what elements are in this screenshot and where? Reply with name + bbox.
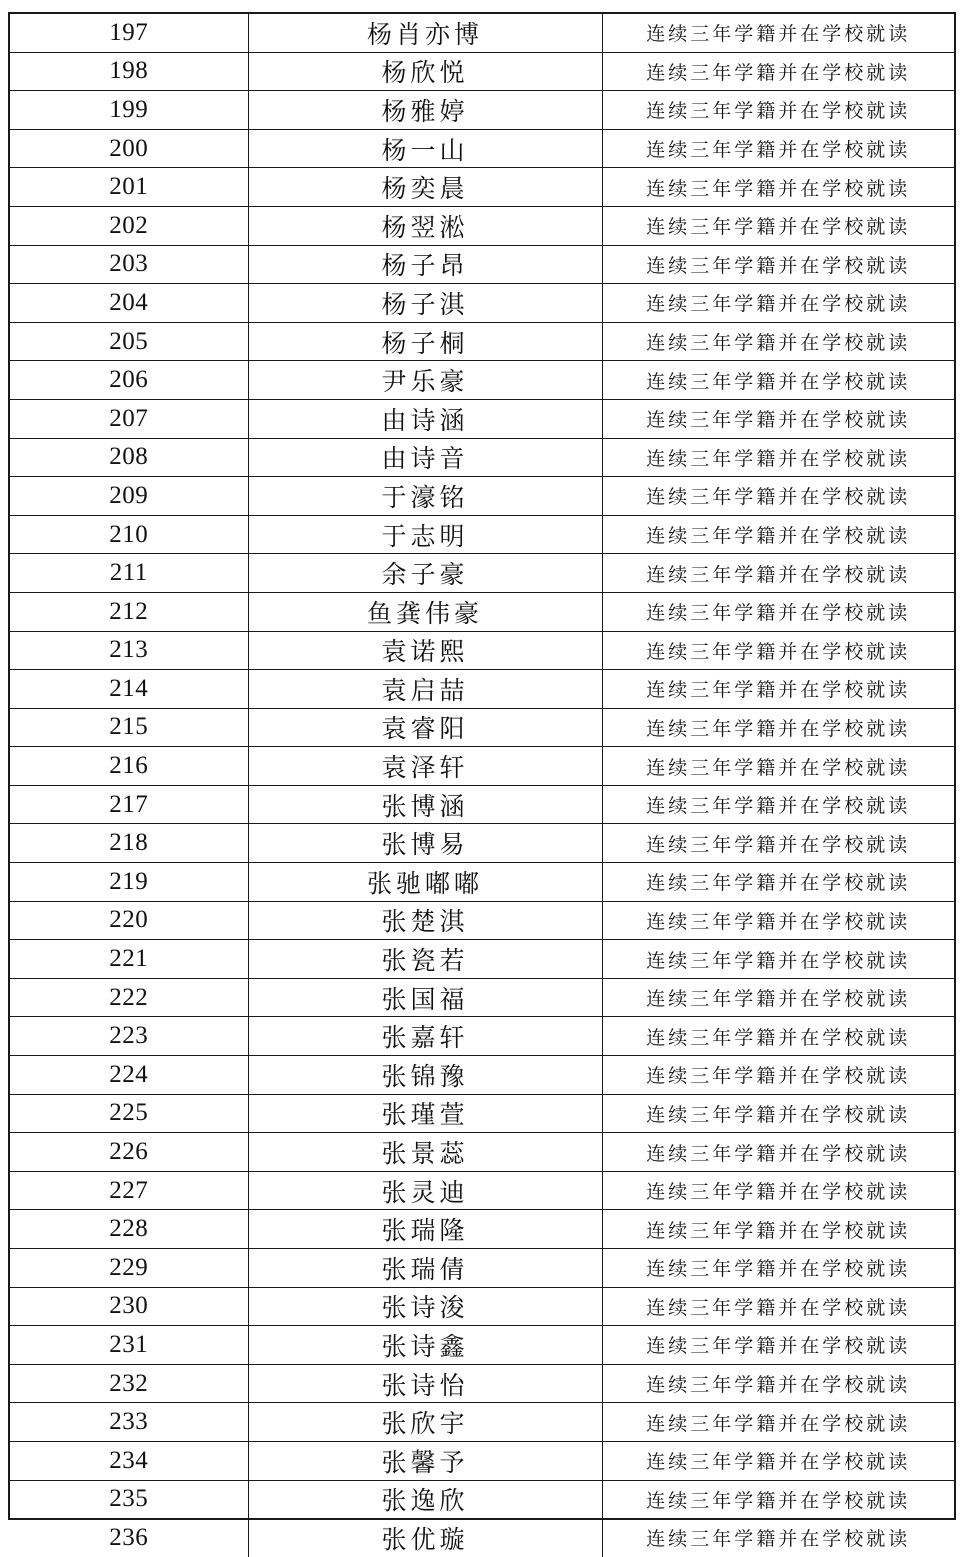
student-name-cell: 张诗鑫 xyxy=(248,1326,602,1365)
table-row xyxy=(10,785,954,824)
enrollment-status-cell: 连续三年学籍并在学校就读 xyxy=(602,206,954,245)
student-name-cell: 袁睿阳 xyxy=(248,708,602,747)
student-name-cell: 张瓷若 xyxy=(248,940,602,979)
student-name-cell: 张瑞倩 xyxy=(248,1249,602,1288)
enrollment-status-cell: 连续三年学籍并在学校就读 xyxy=(602,245,954,284)
row-number-cell: 222 xyxy=(10,978,248,1017)
row-number-cell: 214 xyxy=(10,670,248,709)
row-number-cell: 210 xyxy=(10,515,248,554)
row-number-cell: 203 xyxy=(10,245,248,284)
student-name-cell: 杨子桐 xyxy=(248,322,602,361)
enrollment-status-cell: 连续三年学籍并在学校就读 xyxy=(602,863,954,902)
student-name-cell: 由诗涵 xyxy=(248,399,602,438)
row-number-cell: 218 xyxy=(10,824,248,863)
table-row xyxy=(10,168,954,207)
student-name-cell: 杨雅婷 xyxy=(248,91,602,130)
row-number-cell: 212 xyxy=(10,592,248,631)
student-name-cell: 张优璇 xyxy=(248,1519,602,1557)
table-row xyxy=(10,1326,954,1365)
row-number-cell: 211 xyxy=(10,554,248,593)
enrollment-status-cell: 连续三年学籍并在学校就读 xyxy=(602,1326,954,1365)
enrollment-status-cell: 连续三年学籍并在学校就读 xyxy=(602,1441,954,1480)
enrollment-status-cell: 连续三年学籍并在学校就读 xyxy=(602,1364,954,1403)
enrollment-status-cell: 连续三年学籍并在学校就读 xyxy=(602,1519,954,1557)
row-number-cell: 198 xyxy=(10,52,248,91)
enrollment-status-cell: 连续三年学籍并在学校就读 xyxy=(602,670,954,709)
table-row xyxy=(10,708,954,747)
enrollment-status-cell: 连续三年学籍并在学校就读 xyxy=(602,477,954,516)
row-number-cell: 229 xyxy=(10,1249,248,1288)
row-number-cell: 209 xyxy=(10,477,248,516)
table-row xyxy=(10,1364,954,1403)
enrollment-status-cell: 连续三年学籍并在学校就读 xyxy=(602,91,954,130)
enrollment-status-cell: 连续三年学籍并在学校就读 xyxy=(602,438,954,477)
enrollment-status-cell: 连续三年学籍并在学校就读 xyxy=(602,978,954,1017)
student-name-cell: 余子豪 xyxy=(248,554,602,593)
enrollment-status-cell: 连续三年学籍并在学校就读 xyxy=(602,554,954,593)
enrollment-status-cell: 连续三年学籍并在学校就读 xyxy=(602,901,954,940)
table-row xyxy=(10,477,954,516)
row-number-cell: 205 xyxy=(10,322,248,361)
row-number-cell: 236 xyxy=(10,1519,248,1557)
table-row xyxy=(10,747,954,786)
table-row xyxy=(10,52,954,91)
table-row xyxy=(10,1441,954,1480)
table-row xyxy=(10,1133,954,1172)
student-name-cell: 张馨予 xyxy=(248,1441,602,1480)
enrollment-status-cell: 连续三年学籍并在学校就读 xyxy=(602,708,954,747)
roster-document xyxy=(8,12,956,1554)
row-number-cell: 204 xyxy=(10,284,248,323)
roster-table-body xyxy=(10,14,954,1557)
student-name-cell: 张瑾萱 xyxy=(248,1094,602,1133)
row-number-cell: 227 xyxy=(10,1171,248,1210)
enrollment-status-cell: 连续三年学籍并在学校就读 xyxy=(602,168,954,207)
row-number-cell: 223 xyxy=(10,1017,248,1056)
enrollment-status-cell: 连续三年学籍并在学校就读 xyxy=(602,399,954,438)
table-row xyxy=(10,1056,954,1095)
enrollment-status-cell: 连续三年学籍并在学校就读 xyxy=(602,1480,954,1519)
table-row xyxy=(10,361,954,400)
table-row xyxy=(10,245,954,284)
row-number-cell: 232 xyxy=(10,1364,248,1403)
table-row xyxy=(10,206,954,245)
student-name-cell: 张景蕊 xyxy=(248,1133,602,1172)
table-row xyxy=(10,1171,954,1210)
row-number-cell: 199 xyxy=(10,91,248,130)
student-name-cell: 杨欣悦 xyxy=(248,52,602,91)
student-name-cell: 张楚淇 xyxy=(248,901,602,940)
enrollment-status-cell: 连续三年学籍并在学校就读 xyxy=(602,1287,954,1326)
table-row xyxy=(10,592,954,631)
student-name-cell: 袁启喆 xyxy=(248,670,602,709)
enrollment-status-cell: 连续三年学籍并在学校就读 xyxy=(602,940,954,979)
enrollment-status-cell: 连续三年学籍并在学校就读 xyxy=(602,361,954,400)
student-name-cell: 张嘉轩 xyxy=(248,1017,602,1056)
student-name-cell: 张博涵 xyxy=(248,785,602,824)
row-number-cell: 220 xyxy=(10,901,248,940)
enrollment-status-cell: 连续三年学籍并在学校就读 xyxy=(602,1094,954,1133)
table-row xyxy=(10,14,954,52)
enrollment-status-cell: 连续三年学籍并在学校就读 xyxy=(602,824,954,863)
enrollment-status-cell: 连续三年学籍并在学校就读 xyxy=(602,631,954,670)
enrollment-status-cell: 连续三年学籍并在学校就读 xyxy=(602,747,954,786)
enrollment-status-cell: 连续三年学籍并在学校就读 xyxy=(602,1249,954,1288)
enrollment-status-cell: 连续三年学籍并在学校就读 xyxy=(602,1210,954,1249)
row-number-cell: 207 xyxy=(10,399,248,438)
row-number-cell: 224 xyxy=(10,1056,248,1095)
enrollment-status-cell: 连续三年学籍并在学校就读 xyxy=(602,592,954,631)
row-number-cell: 201 xyxy=(10,168,248,207)
enrollment-status-cell: 连续三年学籍并在学校就读 xyxy=(602,52,954,91)
table-row xyxy=(10,978,954,1017)
table-row xyxy=(10,515,954,554)
table-row xyxy=(10,824,954,863)
table-row xyxy=(10,91,954,130)
enrollment-status-cell: 连续三年学籍并在学校就读 xyxy=(602,785,954,824)
enrollment-status-cell: 连续三年学籍并在学校就读 xyxy=(602,1056,954,1095)
enrollment-status-cell: 连续三年学籍并在学校就读 xyxy=(602,129,954,168)
student-name-cell: 张诗怡 xyxy=(248,1364,602,1403)
table-row xyxy=(10,1480,954,1519)
row-number-cell: 217 xyxy=(10,785,248,824)
row-number-cell: 216 xyxy=(10,747,248,786)
enrollment-status-cell: 连续三年学籍并在学校就读 xyxy=(602,14,954,52)
table-row xyxy=(10,322,954,361)
student-name-cell: 杨肖亦博 xyxy=(248,14,602,52)
student-name-cell: 袁泽轩 xyxy=(248,747,602,786)
student-name-cell: 袁诺熙 xyxy=(248,631,602,670)
student-name-cell: 张博易 xyxy=(248,824,602,863)
enrollment-status-cell: 连续三年学籍并在学校就读 xyxy=(602,322,954,361)
row-number-cell: 226 xyxy=(10,1133,248,1172)
row-number-cell: 208 xyxy=(10,438,248,477)
enrollment-status-cell: 连续三年学籍并在学校就读 xyxy=(602,1133,954,1172)
student-roster-table xyxy=(10,14,954,1557)
student-name-cell: 张诗浚 xyxy=(248,1287,602,1326)
row-number-cell: 230 xyxy=(10,1287,248,1326)
row-number-cell: 235 xyxy=(10,1480,248,1519)
row-number-cell: 233 xyxy=(10,1403,248,1442)
table-row xyxy=(10,1403,954,1442)
student-name-cell: 杨子昂 xyxy=(248,245,602,284)
student-name-cell: 杨奕晨 xyxy=(248,168,602,207)
row-number-cell: 221 xyxy=(10,940,248,979)
table-row xyxy=(10,554,954,593)
enrollment-status-cell: 连续三年学籍并在学校就读 xyxy=(602,1017,954,1056)
student-name-cell: 张驰嘟嘟 xyxy=(248,863,602,902)
enrollment-status-cell: 连续三年学籍并在学校就读 xyxy=(602,1403,954,1442)
row-number-cell: 213 xyxy=(10,631,248,670)
student-name-cell: 于濠铭 xyxy=(248,477,602,516)
row-number-cell: 206 xyxy=(10,361,248,400)
student-name-cell: 张灵迪 xyxy=(248,1171,602,1210)
enrollment-status-cell: 连续三年学籍并在学校就读 xyxy=(602,1171,954,1210)
row-number-cell: 228 xyxy=(10,1210,248,1249)
table-row xyxy=(10,438,954,477)
table-row xyxy=(10,129,954,168)
table-row xyxy=(10,399,954,438)
student-name-cell: 于志明 xyxy=(248,515,602,554)
row-number-cell: 219 xyxy=(10,863,248,902)
row-number-cell: 197 xyxy=(10,14,248,52)
enrollment-status-cell: 连续三年学籍并在学校就读 xyxy=(602,515,954,554)
table-row xyxy=(10,1210,954,1249)
student-name-cell: 杨一山 xyxy=(248,129,602,168)
row-number-cell: 215 xyxy=(10,708,248,747)
table-row xyxy=(10,1519,954,1557)
table-row xyxy=(10,1094,954,1133)
row-number-cell: 202 xyxy=(10,206,248,245)
table-row xyxy=(10,1017,954,1056)
table-row xyxy=(10,863,954,902)
student-name-cell: 鱼龚伟豪 xyxy=(248,592,602,631)
student-name-cell: 尹乐豪 xyxy=(248,361,602,400)
student-name-cell: 张欣宇 xyxy=(248,1403,602,1442)
row-number-cell: 200 xyxy=(10,129,248,168)
student-name-cell: 张逸欣 xyxy=(248,1480,602,1519)
row-number-cell: 225 xyxy=(10,1094,248,1133)
table-row xyxy=(10,901,954,940)
student-name-cell: 张瑞隆 xyxy=(248,1210,602,1249)
student-name-cell: 杨子淇 xyxy=(248,284,602,323)
enrollment-status-cell: 连续三年学籍并在学校就读 xyxy=(602,284,954,323)
student-name-cell: 杨翌淞 xyxy=(248,206,602,245)
row-number-cell: 231 xyxy=(10,1326,248,1365)
student-name-cell: 张国福 xyxy=(248,978,602,1017)
table-row xyxy=(10,1249,954,1288)
row-number-cell: 234 xyxy=(10,1441,248,1480)
table-row xyxy=(10,284,954,323)
student-name-cell: 由诗音 xyxy=(248,438,602,477)
table-row xyxy=(10,940,954,979)
student-name-cell: 张锦豫 xyxy=(248,1056,602,1095)
table-row xyxy=(10,1287,954,1326)
table-row xyxy=(10,631,954,670)
table-row xyxy=(10,670,954,709)
